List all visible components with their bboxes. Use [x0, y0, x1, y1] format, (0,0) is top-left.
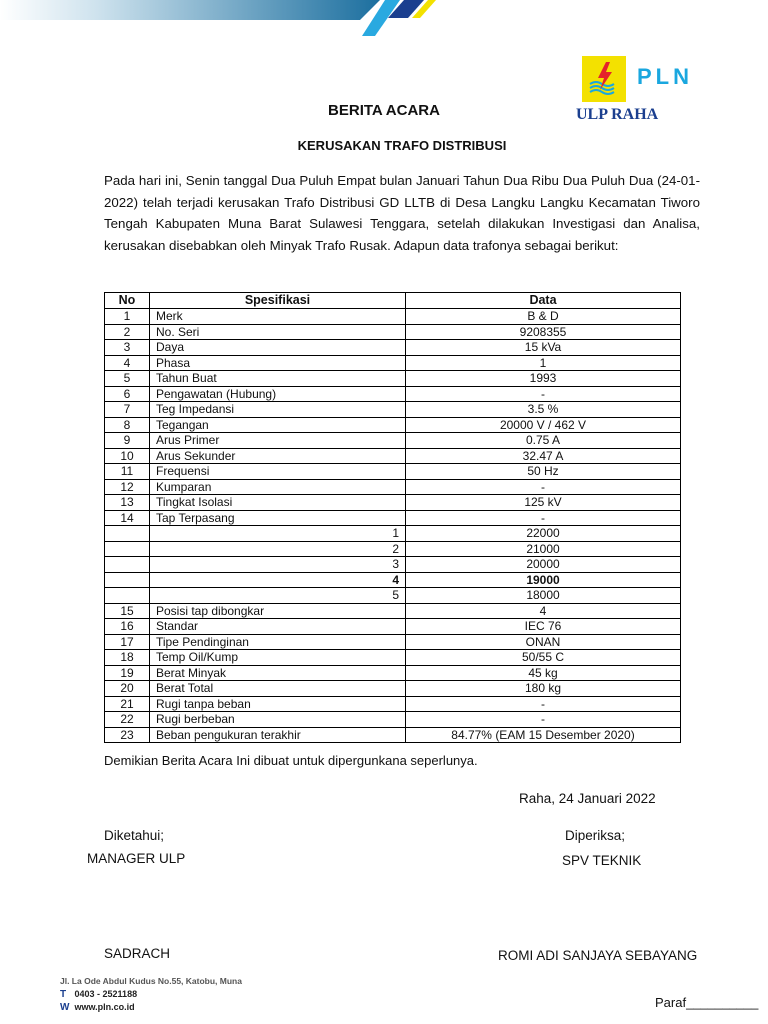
footer-web-line	[60, 1001, 242, 1014]
cell-no	[105, 557, 150, 573]
paraf-line: Paraf__________	[655, 995, 759, 1010]
cell-data: -	[406, 712, 681, 728]
table-row	[105, 603, 681, 619]
cell-spesifikasi: Berat Total	[150, 681, 406, 697]
cell-no: 19	[105, 665, 150, 681]
header-spesifikasi: Spesifikasi	[150, 293, 406, 309]
cell-spesifikasi: Standar	[150, 619, 406, 635]
cell-no: 16	[105, 619, 150, 635]
cell-spesifikasi: 1	[150, 526, 406, 542]
cell-data: 45 kg	[406, 665, 681, 681]
cell-no: 13	[105, 495, 150, 511]
table-row	[105, 448, 681, 464]
cell-spesifikasi: Kumparan	[150, 479, 406, 495]
cell-spesifikasi: Beban pengukuran terakhir	[150, 727, 406, 743]
cell-data: 1993	[406, 371, 681, 387]
table-row	[105, 433, 681, 449]
cell-no: 4	[105, 355, 150, 371]
web-key: W	[60, 1002, 70, 1013]
header-data: Data	[406, 293, 681, 309]
cell-data: 9208355	[406, 324, 681, 340]
cell-spesifikasi: Tipe Pendinginan	[150, 634, 406, 650]
pln-emblem-icon	[582, 56, 626, 102]
cell-spesifikasi: Tahun Buat	[150, 371, 406, 387]
cell-spesifikasi: 5	[150, 588, 406, 604]
cell-spesifikasi: Tingkat Isolasi	[150, 495, 406, 511]
cell-spesifikasi: Teg Impedansi	[150, 402, 406, 418]
cell-no: 7	[105, 402, 150, 418]
footer-phone: 0403 - 2521188	[74, 989, 138, 999]
table-row	[105, 479, 681, 495]
cell-data: -	[406, 696, 681, 712]
cell-spesifikasi: Rugi tanpa beban	[150, 696, 406, 712]
document-title: BERITA ACARA	[328, 102, 440, 119]
cell-spesifikasi: Berat Minyak	[150, 665, 406, 681]
table-row	[105, 402, 681, 418]
left-sign-role: MANAGER ULP	[87, 851, 186, 866]
cell-spesifikasi: No. Seri	[150, 324, 406, 340]
cell-no	[105, 588, 150, 604]
phone-key: T	[60, 989, 67, 1000]
header-stripe	[0, 0, 768, 40]
footer-web: www.pln.co.id	[74, 1002, 135, 1012]
cell-data: 22000	[406, 526, 681, 542]
cell-spesifikasi: Arus Primer	[150, 433, 406, 449]
cell-data: 19000	[406, 572, 681, 588]
cell-no: 5	[105, 371, 150, 387]
cell-data: 84.77% (EAM 15 Desember 2020)	[406, 727, 681, 743]
cell-no: 20	[105, 681, 150, 697]
left-sign-name: SADRACH	[104, 946, 171, 961]
cell-spesifikasi: 2	[150, 541, 406, 557]
cell-no: 17	[105, 634, 150, 650]
table-row	[105, 588, 681, 604]
cell-data: -	[406, 510, 681, 526]
cell-data: 32.47 A	[406, 448, 681, 464]
footer-address: Jl. La Ode Abdul Kudus No.55, Katobu, Muna	[60, 976, 242, 986]
table-row	[105, 309, 681, 325]
cell-data: 15 kVa	[406, 340, 681, 356]
cell-spesifikasi: Phasa	[150, 355, 406, 371]
table-row	[105, 557, 681, 573]
spec-table-body	[105, 309, 681, 743]
cell-no: 12	[105, 479, 150, 495]
cell-spesifikasi: Arus Sekunder	[150, 448, 406, 464]
cell-spesifikasi: Posisi tap dibongkar	[150, 603, 406, 619]
footer-phone-line	[60, 988, 242, 1001]
cell-no: 23	[105, 727, 150, 743]
cell-spesifikasi: Frequensi	[150, 464, 406, 480]
cell-data: 50/55 C	[406, 650, 681, 666]
cell-no: 15	[105, 603, 150, 619]
cell-data: ONAN	[406, 634, 681, 650]
cell-spesifikasi: Temp Oil/Kump	[150, 650, 406, 666]
table-row	[105, 340, 681, 356]
cell-data: -	[406, 479, 681, 495]
table-row	[105, 619, 681, 635]
cell-spesifikasi: Tap Terpasang	[150, 510, 406, 526]
cell-no: 22	[105, 712, 150, 728]
left-sign-label: Diketahui;	[104, 828, 165, 843]
cell-data: 3.5 %	[406, 402, 681, 418]
cell-spesifikasi: 3	[150, 557, 406, 573]
cell-no: 18	[105, 650, 150, 666]
cell-spesifikasi: 4	[150, 572, 406, 588]
table-row	[105, 541, 681, 557]
cell-no: 11	[105, 464, 150, 480]
table-row	[105, 495, 681, 511]
cell-data: -	[406, 386, 681, 402]
cell-no: 2	[105, 324, 150, 340]
cell-data: 18000	[406, 588, 681, 604]
cell-spesifikasi: Pengawatan (Hubung)	[150, 386, 406, 402]
right-sign-role: SPV TEKNIK	[562, 853, 642, 868]
right-sign-label: Diperiksa;	[565, 828, 626, 843]
header-no: No	[105, 293, 150, 309]
table-row	[105, 696, 681, 712]
cell-data: 50 Hz	[406, 464, 681, 480]
table-row	[105, 464, 681, 480]
cell-no: 8	[105, 417, 150, 433]
table-row	[105, 712, 681, 728]
cell-data: 1	[406, 355, 681, 371]
cell-data: 180 kg	[406, 681, 681, 697]
cell-data: 20000 V / 462 V	[406, 417, 681, 433]
cell-no: 21	[105, 696, 150, 712]
cell-data: 125 kV	[406, 495, 681, 511]
table-row	[105, 371, 681, 387]
cell-no	[105, 572, 150, 588]
table-row	[105, 634, 681, 650]
table-header-row	[105, 293, 681, 309]
cell-no: 1	[105, 309, 150, 325]
cell-spesifikasi: Daya	[150, 340, 406, 356]
table-row	[105, 727, 681, 743]
table-row	[105, 355, 681, 371]
cell-no: 3	[105, 340, 150, 356]
footer-contact	[60, 975, 242, 1014]
cell-spesifikasi: Tegangan	[150, 417, 406, 433]
cell-no: 9	[105, 433, 150, 449]
cell-data: B & D	[406, 309, 681, 325]
table-row	[105, 510, 681, 526]
table-row	[105, 386, 681, 402]
logo-text: PLN	[637, 64, 693, 89]
intro-paragraph: Pada hari ini, Senin tanggal Dua Puluh Empat bulan Januari Tahun Dua Ribu Dua Puluh Dua (24-01-2022) telah terjadi kerusakan Trafo Distribusi GD LLTB di Desa Langku Langku Kecamatan Tiworo Tengah Kabupaten Muna Barat Sulawesi Tenggara, setelah dilakukan Investigasi dan Analisa, kerusakan disebabkan oleh Minyak Trafo Rusak. Adapun data trafonya sebagai berikut:	[104, 173, 700, 253]
cell-data: 0.75 A	[406, 433, 681, 449]
cell-data: 21000	[406, 541, 681, 557]
place-date: Raha, 24 Januari 2022	[519, 791, 656, 806]
closing-statement: Demikian Berita Acara Ini dibuat untuk dipergunkana seperlunya.	[104, 753, 478, 768]
cell-data: 20000	[406, 557, 681, 573]
spec-table	[104, 292, 681, 743]
pln-logo	[582, 56, 702, 104]
table-row	[105, 526, 681, 542]
cell-no: 14	[105, 510, 150, 526]
table-row	[105, 572, 681, 588]
table-row	[105, 665, 681, 681]
cell-no: 10	[105, 448, 150, 464]
table-row	[105, 681, 681, 697]
cell-data: 4	[406, 603, 681, 619]
cell-no	[105, 526, 150, 542]
cell-no	[105, 541, 150, 557]
right-sign-name: ROMI ADI SANJAYA SEBAYANG	[498, 948, 698, 963]
cell-spesifikasi: Rugi berbeban	[150, 712, 406, 728]
unit-name: ULP RAHA	[576, 106, 659, 123]
table-row	[105, 324, 681, 340]
cell-no: 6	[105, 386, 150, 402]
table-row	[105, 417, 681, 433]
document-subtitle: KERUSAKAN TRAFO DISTRIBUSI	[297, 138, 507, 153]
table-row	[105, 650, 681, 666]
cell-data: IEC 76	[406, 619, 681, 635]
cell-spesifikasi: Merk	[150, 309, 406, 325]
